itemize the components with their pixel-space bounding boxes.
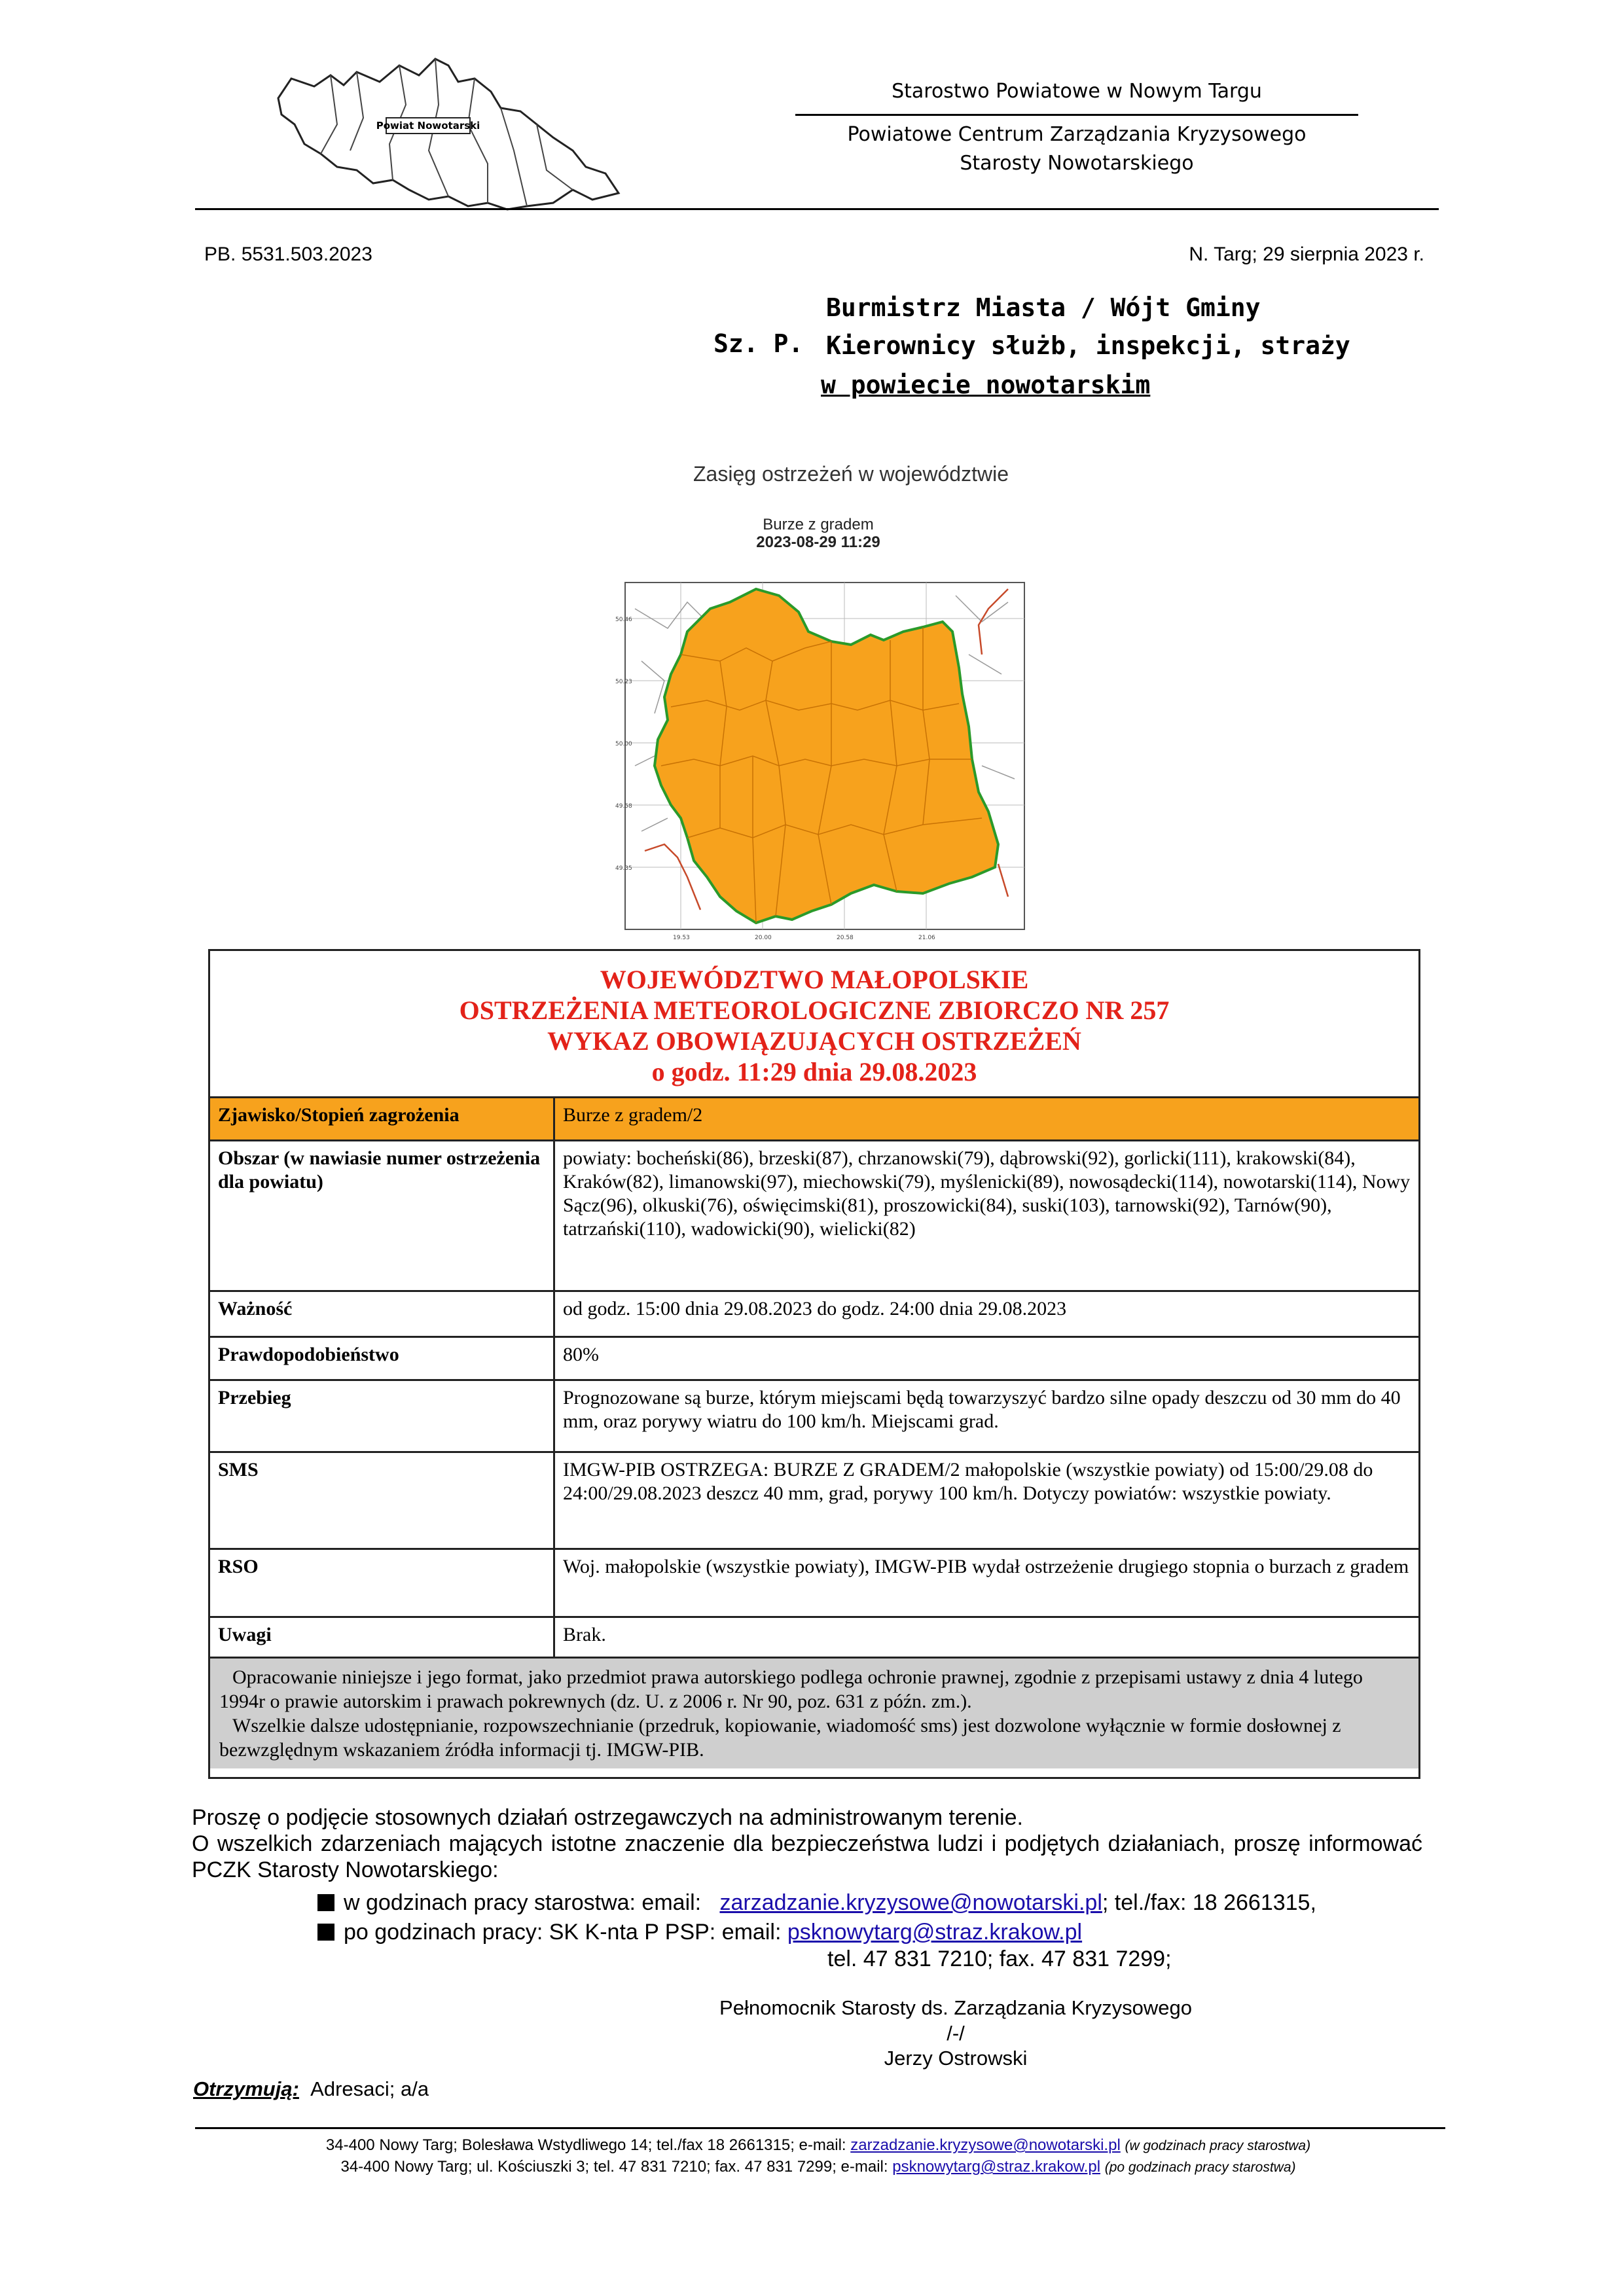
distribution-text: Wszelkie dalsze udostępnianie, rozpowszechnianie (przedruk, kopiowanie, wiadomość sms) jest dozwolone wyłącznie w formie dosłownej z bezwzględnym wskazaniem źródła informacji tj. IMGW-PIB. [219, 1714, 1341, 1761]
row-value: Burze z gradem/2 [554, 1098, 1419, 1141]
row-key: Przebieg [210, 1380, 554, 1452]
inform-paragraph: O wszelkich zdarzeniach mających istotne znaczenie dla bezpieczeństwa ludzi i podjętych działaniach, proszę informować PCZK Starosty Nowotarskiego: [192, 1831, 1422, 1882]
row-key: Ważność [210, 1291, 554, 1337]
logo-label: Powiat Nowotarski [376, 120, 480, 132]
malopolskie-region [655, 589, 998, 923]
copyright-text: Opracowanie niniejsze i jego format, jako przedmiot prawa autorskiego podlega ochronie prawnej, zgodnie z przepisami ustawy z dnia 4 lutego 1994r o prawie autorskim i prawach pokrewnych (dz. U. z 2006 r. Nr 90, poz. 631 z późn. zm.). [219, 1666, 1363, 1712]
row-key: Uwagi [210, 1617, 554, 1657]
warning-map-figure [615, 569, 1028, 942]
footer-line1 [131, 2135, 1506, 2157]
row-value: Prognozowane są burze, którym miejscami będą towarzyszyć bardzo silne opady deszczu od 30 mm do 40 mm, oraz porywy wiatru do 100 km/h. Miejscami grad. [554, 1380, 1419, 1452]
place-date: N. Targ; 29 sierpnia 2023 r. [1189, 243, 1424, 265]
recipients-value: Adresaci; a/a [310, 2077, 429, 2100]
footer-address1: 34-400 Nowy Targ; Bolesława Wstydliwego 14; tel./fax 18 2661315; e-mail: [325, 2136, 846, 2154]
header-rule-long [195, 208, 1439, 210]
footer-email1[interactable]: zarzadzanie.kryzysowe@nowotarski.pl [850, 2136, 1121, 2154]
svg-text:49.58: 49.58 [615, 803, 632, 810]
svg-text:19.53: 19.53 [673, 935, 690, 941]
bullet-icon [317, 1924, 334, 1941]
footer-line2 [131, 2157, 1506, 2178]
contact-phone: ; tel./fax: 18 2661315, [1102, 1890, 1316, 1915]
map-subtitle: Burze z gradem [763, 516, 874, 533]
contact-working-hours [317, 1890, 1470, 1916]
row-key: Zjawisko/Stopień zagrożenia [210, 1098, 554, 1141]
addressee-line2: Kierownicy służb, inspekcji, straży [826, 331, 1350, 360]
row-value: IMGW-PIB OSTRZEGA: BURZE Z GRADEM/2 małopolskie (wszystkie powiaty) od 15:00/29.08 do 24:00/29.08.2023 deszcz 40 mm, grad, porywy 100 km/h. Dotyczy powiatów: wszystkie powiaty. [554, 1452, 1419, 1549]
header-rule-short [795, 114, 1358, 116]
warning-table [208, 949, 1420, 1779]
svg-text:50.00: 50.00 [615, 741, 632, 747]
row-key: RSO [210, 1549, 554, 1617]
footer-rule [195, 2127, 1445, 2129]
request-paragraph: Proszę o podjęcie stosownych działań ostrzegawczych na administrowanym terenie. [192, 1805, 1023, 1830]
recipients [193, 2077, 429, 2101]
contact-label: w godzinach pracy starostwa: email: [344, 1890, 702, 1915]
signature-role: Pełnomocnik Starosty ds. Zarządzania Kryzysowego [719, 1996, 1192, 2019]
row-key: Obszar (w nawiasie numer ostrzeżenia dla powiatu) [210, 1141, 554, 1291]
row-value: Woj. małopolskie (wszystkie powiaty), IMGW-PIB wydał ostrzeżenie drugiego stopnia o burzach z gradem [554, 1549, 1419, 1617]
addressee-prefix: Sz. P. [713, 329, 804, 358]
signature-mark: /-/ [947, 2022, 965, 2045]
county-map-logo [265, 46, 658, 216]
svg-text:50.23: 50.23 [615, 679, 632, 685]
warning-title-line2: OSTRZEŻENIA METEOROLOGICZNE ZBIORCZO NR 257 [459, 996, 1170, 1025]
table-row [210, 1617, 1418, 1657]
warning-details [210, 1096, 1418, 1657]
table-row [210, 1452, 1418, 1549]
table-row [210, 1098, 1418, 1141]
svg-text:50.46: 50.46 [615, 617, 632, 623]
contact-after-hours-phone: tel. 47 831 7210; fax. 47 831 7299; [827, 1946, 1172, 1971]
footer-note2: (po godzinach pracy starostwa) [1104, 2160, 1296, 2175]
department-name-line1: Powiatowe Centrum Zarządzania Kryzysowego [847, 123, 1307, 146]
table-row [210, 1141, 1418, 1291]
signature-name: Jerzy Ostrowski [884, 2047, 1028, 2070]
warning-title [210, 951, 1418, 1096]
addressee-line1: Burmistrz Miasta / Wójt Gminy [826, 293, 1261, 322]
row-value: od godz. 15:00 dnia 29.08.2023 do godz. 24:00 dnia 29.08.2023 [554, 1291, 1419, 1337]
map-title: Zasięg ostrzeżeń w województwie [693, 462, 1009, 486]
copyright-note [210, 1657, 1418, 1768]
email-link[interactable]: zarzadzanie.kryzysowe@nowotarski.pl [719, 1890, 1102, 1915]
row-key: SMS [210, 1452, 554, 1549]
footer-email2[interactable]: psknowytarg@straz.krakow.pl [892, 2158, 1101, 2176]
table-row [210, 1291, 1418, 1337]
row-value: Brak. [554, 1617, 1419, 1657]
warning-title-line4: o godz. 11:29 dnia 29.08.2023 [651, 1057, 977, 1086]
table-row [210, 1380, 1418, 1452]
footer-note1: (w godzinach pracy starostwa) [1125, 2138, 1311, 2153]
email-link[interactable]: psknowytarg@straz.krakow.pl [787, 1920, 1083, 1945]
addressee-line3: w powiecie nowotarskim [821, 370, 1151, 399]
reference-number: PB. 5531.503.2023 [204, 243, 372, 265]
contact-label: po godzinach pracy: SK K-nta P PSP: email: [344, 1920, 782, 1945]
svg-text:20.00: 20.00 [755, 935, 772, 941]
institution-name: Starostwo Powiatowe w Nowym Targu [892, 80, 1262, 103]
recipients-label: Otrzymują: [193, 2077, 299, 2100]
table-row [210, 1337, 1418, 1380]
department-name-line2: Starosty Nowotarskiego [960, 152, 1194, 175]
warning-title-line3: WYKAZ OBOWIĄZUJĄCYCH OSTRZEŻEŃ [547, 1026, 1081, 1056]
svg-text:21.06: 21.06 [918, 935, 935, 941]
svg-text:49.35: 49.35 [615, 865, 632, 872]
bullet-icon [317, 1894, 334, 1911]
row-value: 80% [554, 1337, 1419, 1380]
row-value: powiaty: bocheński(86), brzeski(87), chrzanowski(79), dąbrowski(92), gorlicki(111), krakowski(84), Kraków(82), limanowski(97), miechowski(79), myślenicki(89), nowosądecki(114), nowotarski(114), Nowy Sącz(96), olkuski(76), oświęcimski(81), proszowicki(84), suski(103), tarnowski(92), Tarnów(90), tatrzański(110), wadowicki(90), wielicki(82) [554, 1141, 1419, 1291]
row-key: Prawdopodobieństwo [210, 1337, 554, 1380]
footer-address2: 34-400 Nowy Targ; ul. Kościuszki 3; tel. 47 831 7210; fax. 47 831 7299; e-mail: [340, 2158, 888, 2176]
svg-text:20.58: 20.58 [837, 935, 854, 941]
contact-after-hours [317, 1919, 1470, 1945]
table-row [210, 1549, 1418, 1617]
warning-title-line1: WOJEWÓDZTWO MAŁOPOLSKIE [600, 965, 1029, 994]
map-timestamp: 2023-08-29 11:29 [756, 533, 880, 551]
